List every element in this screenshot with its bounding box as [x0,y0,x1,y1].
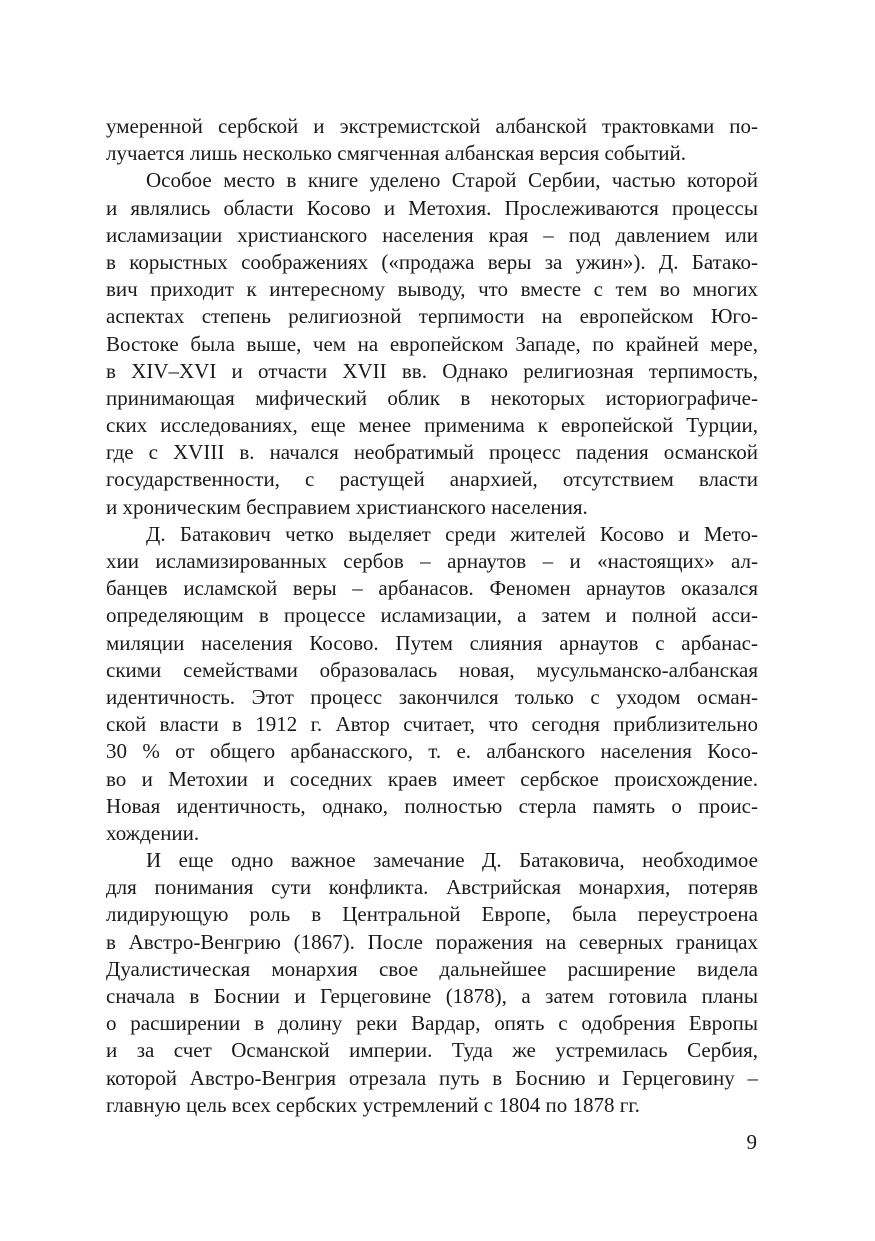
text-line: исламизации христианского населения края – под давлением или [106,222,758,247]
text-line: Д. Батакович четко выделяет среди жителей Косово и Мето- [146,521,758,546]
text-line: умеренной сербской и экстремистской албанской трактовками по- [106,114,758,138]
text-line: и хроническим бесправием христианского населения. [106,494,588,519]
text-line: идентичность. Этот процесс закончился только с уходом осман- [106,684,758,709]
text-line: вич приходит к интересному выводу, что вместе с тем во многих [106,277,758,302]
text-line: Особое место в книге уделено Старой Сербии, частью которой [146,168,758,193]
text-line: Востоке была выше, чем на европейском Западе, по крайней мере, [106,331,758,356]
text-line: о расширении в долину реки Вардар, опять с одобрения Европы [106,1011,758,1036]
text-line: лучается лишь несколько смягченная албанская версия событий. [106,141,687,166]
text-line: хождении. [106,820,200,845]
page-number: 9 [746,1130,757,1154]
text-line: во и Метохии и соседних краев имеет сербское происхождение. [106,766,758,791]
paragraph-2 [106,167,758,520]
text-line: государственности, с растущей анархией, отсутствием власти [106,467,758,492]
text-line: и являлись области Косово и Метохия. Прослеживаются процессы [106,195,758,220]
text-line: лидирующую роль в Центральной Европе, была переустроена [106,902,758,927]
paragraph-1 [106,113,758,167]
text-line: в Австро-Венгрию (1867). После поражения на северных границах [106,929,758,954]
text-line: сначала в Боснии и Герцеговине (1878), а затем готовила планы [106,984,758,1008]
text-line: скими семействами образовалась новая, мусульманско-албанская [106,657,758,682]
text-line: определяющим в процессе исламизации, а затем и полной асси- [106,603,758,628]
text-line: Новая идентичность, однако, полностью стерла память о проис- [106,793,758,818]
text-line: И еще одно важное замечание Д. Батаковича, необходимое [146,848,758,873]
paragraph-3 [106,521,758,847]
text-line: в XIV–XVI и отчасти XVII вв. Однако религиозная терпимость, [106,358,758,383]
text-line: хии исламизированных сербов – арнаутов – и «настоящих» ал- [106,549,758,573]
text-line: Дуалистическая монархия свое дальнейшее расширение видела [106,956,758,981]
text-line: аспектах степень религиозной терпимости на европейском Юго- [106,304,758,329]
text-line: главную цель всех сербских устремлений с 1804 по 1878 гг. [106,1092,640,1117]
text-line: и за счет Османской империи. Туда же устремилась Сербия, [106,1038,758,1063]
text-line: принимающая мифический облик в некоторых историографиче- [106,385,758,410]
text-line: ской власти в 1912 г. Автор считает, что сегодня приблизительно [106,712,758,737]
paragraph-4 [106,847,758,1119]
text-line: в корыстных соображениях («продажа веры за ужин»). Д. Батако- [106,249,758,274]
text-line: ских исследованиях, еще менее применима к европейской Турции, [106,413,758,438]
text-line: которой Австро-Венгрия отрезала путь в Боснию и Герцеговину – [106,1065,758,1090]
text-line: миляции населения Косово. Путем слияния арнаутов с арбанас- [106,630,758,655]
text-line: для понимания сути конфликта. Австрийская монархия, потеряв [106,875,758,900]
text-line: банцев исламской веры – арбанасов. Феномен арнаутов оказался [106,576,758,601]
page-body [106,113,758,1119]
text-line: 30 % от общего арбанасского, т. е. албанского населения Косо- [106,739,758,764]
text-line: где с XVIII в. начался необратимый процесс падения османской [106,440,758,465]
